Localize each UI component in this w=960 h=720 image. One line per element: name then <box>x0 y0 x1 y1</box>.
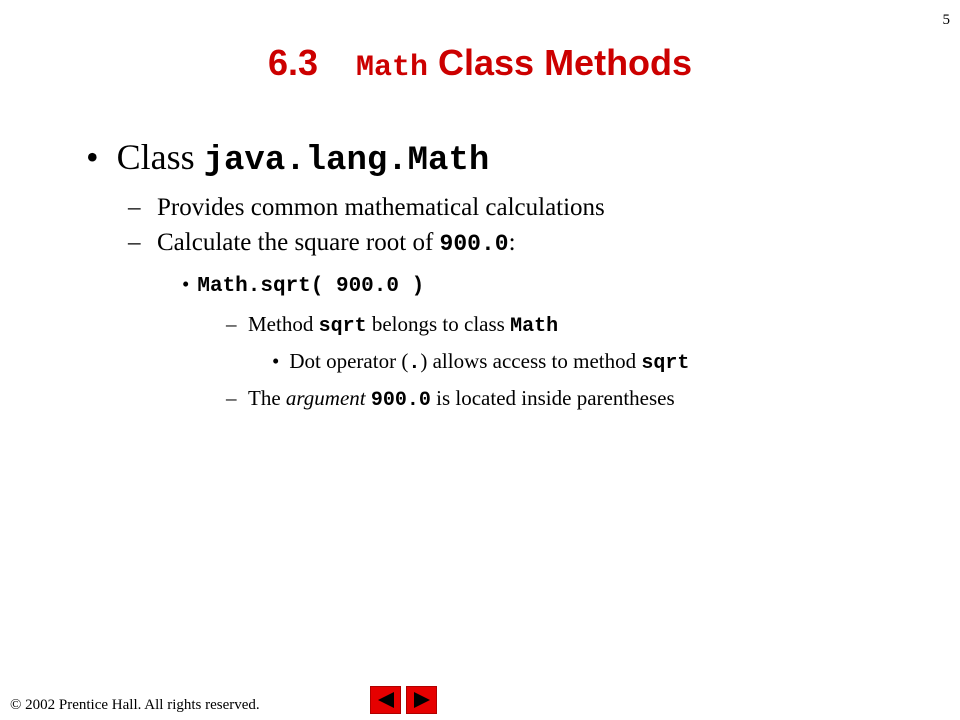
text: Dot operator ( <box>289 349 409 373</box>
code-text: Math.sqrt( 900.0 ) <box>197 275 425 298</box>
title-code: Math <box>355 51 428 85</box>
bullet-icon: • <box>86 137 99 177</box>
text: ) allows access to method <box>420 349 637 373</box>
sub-bullet-argument <box>226 386 675 412</box>
sub-bullet-code: 900.0 <box>439 231 509 257</box>
bullet-icon: • <box>182 272 190 296</box>
code: Math <box>510 315 559 338</box>
prev-slide-button[interactable] <box>370 686 401 714</box>
dash-icon: – <box>128 229 141 256</box>
sub-bullet-dot-operator <box>272 349 689 375</box>
title-text: Class Methods <box>438 42 693 83</box>
code: sqrt <box>318 315 367 338</box>
italic-text: argument <box>285 386 366 410</box>
code-line-math-sqrt <box>182 272 424 298</box>
next-slide-button[interactable] <box>406 686 437 714</box>
bullet-text: Class <box>116 137 195 177</box>
sub-bullet-text: Provides common mathematical calculations <box>157 194 605 221</box>
section-number: 6.3 <box>267 42 318 83</box>
text: Method <box>248 312 314 336</box>
code: 900.0 <box>370 389 431 412</box>
dash-icon: – <box>226 312 237 336</box>
dash-icon: – <box>128 194 141 221</box>
dash-icon: – <box>226 386 237 410</box>
sub-bullet-sqrt <box>128 229 516 257</box>
text: belongs to class <box>371 312 505 336</box>
sub-bullet-text: Calculate the square root of <box>157 229 434 256</box>
text: The <box>248 386 281 410</box>
page-number: 5 <box>942 12 950 28</box>
copyright-footer: © 2002 Prentice Hall. All rights reserved. <box>10 697 260 713</box>
bullet-class-math <box>86 136 489 180</box>
code: . <box>408 352 421 375</box>
arrow-left-icon <box>374 690 398 710</box>
sub-bullet-common-calc <box>128 194 605 222</box>
slide-title <box>0 42 960 85</box>
bullet-code: java.lang.Math <box>203 142 490 180</box>
arrow-right-icon <box>410 690 434 710</box>
bullet-icon: • <box>272 349 280 373</box>
text: is located inside parentheses <box>436 386 675 410</box>
code: sqrt <box>641 352 690 375</box>
sub-bullet-method-sqrt <box>226 312 558 338</box>
sub-bullet-suffix: : <box>508 229 516 256</box>
